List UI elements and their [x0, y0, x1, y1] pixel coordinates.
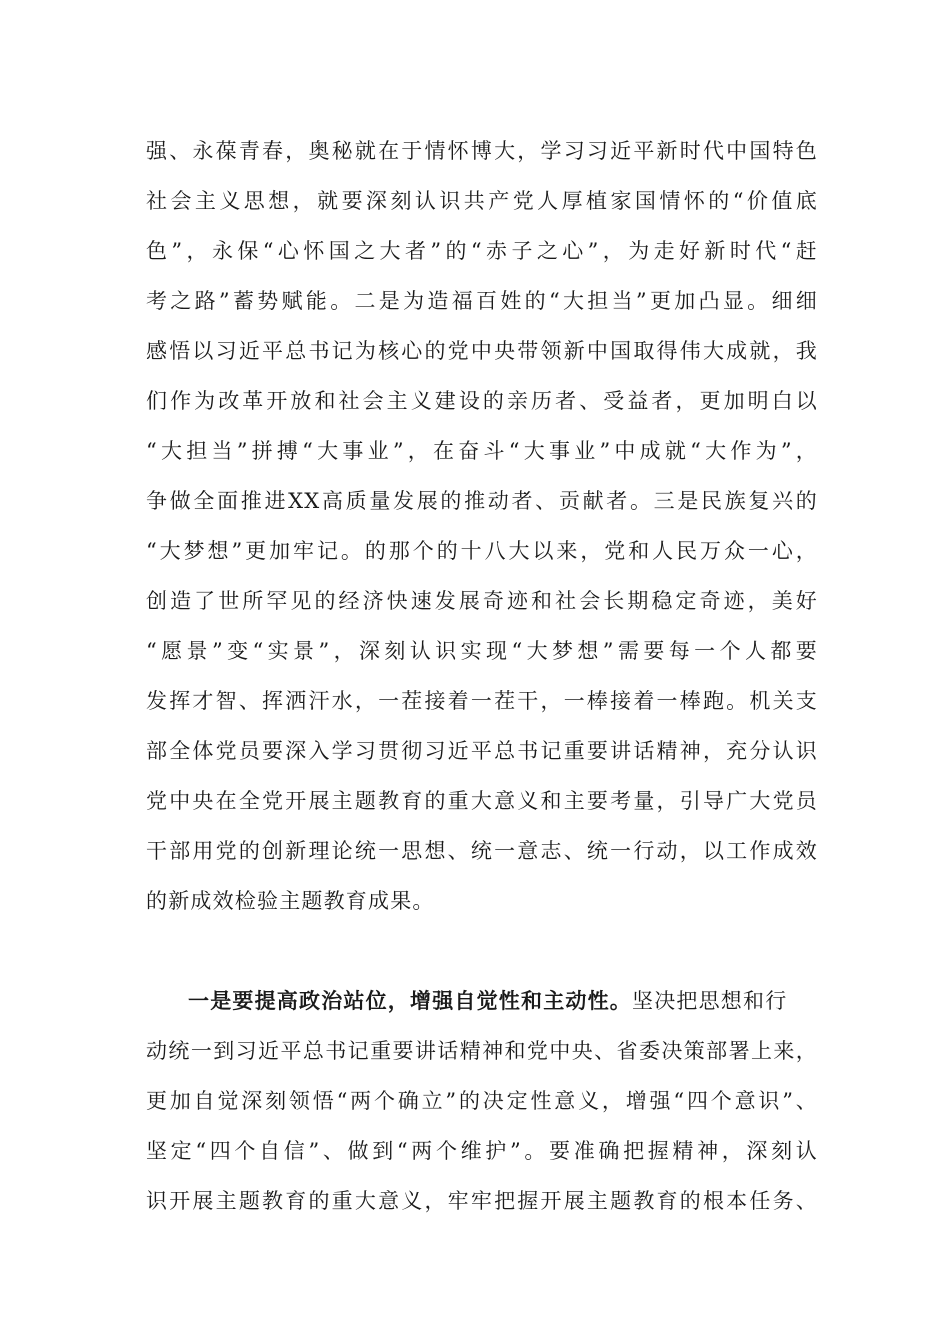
paragraph-line: 识开展主题教育的重大意义，牢牢把握开展主题教育的根本任务、: [146, 1189, 818, 1213]
paragraph-line: 强、永葆青春，奥秘就在于情怀博大，学习习近平新时代中国特色: [146, 139, 818, 163]
paragraph-line: 考之路”蓄势赋能。二是为造福百姓的“大担当”更加凸显。细细: [146, 289, 818, 313]
paragraph-last-line: 的新成效检验主题教育成果。: [146, 889, 435, 913]
paragraph-line: “大担当”拼搏“大事业”，在奋斗“大事业”中成就“大作为”，: [146, 439, 818, 463]
body-paragraph-1: [146, 126, 818, 926]
paragraph-line: 更加自觉深刻领悟“两个确立”的决定性意义，增强“四个意识”、: [146, 1089, 818, 1113]
body-paragraph-2: [146, 976, 818, 1226]
paragraph-line: “大梦想”更加牢记。的那个的十八大以来，党和人民万众一心，: [146, 539, 818, 563]
first-line-text: 坚决把思想和行: [632, 989, 788, 1013]
paragraph-line: “愿景”变“实景”，深刻认识实现“大梦想”需要每一个人都要: [146, 639, 818, 663]
paragraph-line: 干部用党的创新理论统一思想、统一意志、统一行动，以工作成效: [146, 839, 818, 863]
paragraph-line: 感悟以习近平总书记为核心的党中央带领新中国取得伟大成就，我: [146, 339, 818, 363]
paragraph-line: 党中央在全党开展主题教育的重大意义和主要考量，引导广大党员: [146, 789, 818, 813]
paragraph-line: 部全体党员要深入学习贯彻习近平总书记重要讲话精神，充分认识: [146, 739, 818, 763]
paragraph-first-line: [146, 976, 818, 1026]
paragraph-line: 创造了世所罕见的经济快速发展奇迹和社会长期稳定奇迹，美好: [146, 589, 818, 613]
paragraph-line: 社会主义思想，就要深刻认识共产党人厚植家国情怀的“价值底: [146, 189, 818, 213]
paragraph-line: 色”，永保“心怀国之大者”的“赤子之心”，为走好新时代“赶: [146, 239, 818, 263]
paragraph-line: 动统一到习近平总书记重要讲话精神和党中央、省委决策部署上来，: [146, 1039, 818, 1063]
section-heading: 一是要提高政治站位，增强自觉性和主动性。: [188, 989, 632, 1013]
paragraph-line: 争做全面推进XX高质量发展的推动者、贡献者。三是民族复兴的: [146, 489, 818, 513]
paragraph-line: 发挥才智、挥洒汗水，一茬接着一茬干，一棒接着一棒跑。机关支: [146, 689, 818, 713]
paragraph-line: 们作为改革开放和社会主义建设的亲历者、受益者，更加明白以: [146, 389, 818, 413]
paragraph-line: 坚定“四个自信”、做到“两个维护”。要准确把握精神，深刻认: [146, 1139, 818, 1163]
